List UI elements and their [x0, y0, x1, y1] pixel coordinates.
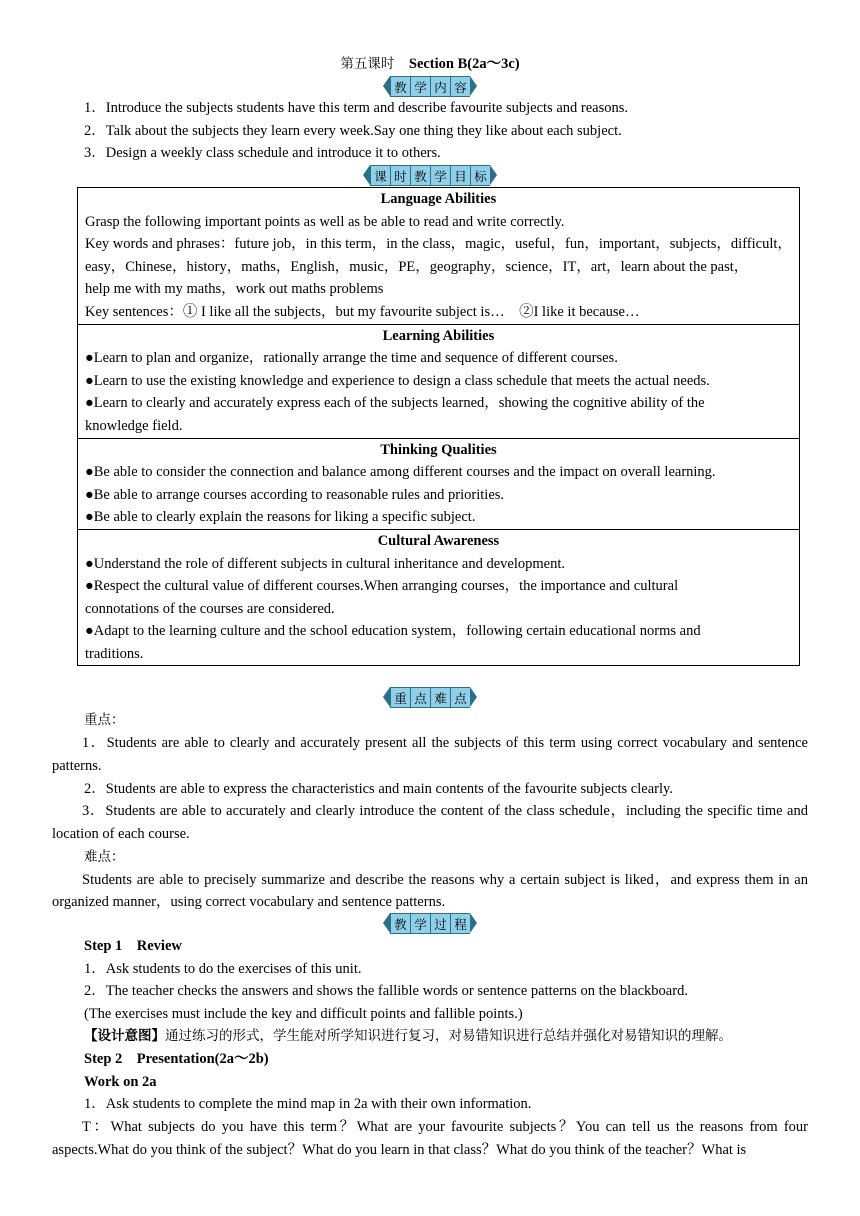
banner-char: 时	[390, 165, 410, 186]
step2-title: Step 2 Presentation(2a～2b)	[84, 1051, 269, 1067]
banner-char: 教	[390, 76, 410, 97]
focus-item: 1．Students are able to clearly and accurately present all the subjects of this term using correct vocabulary and sentence patterns.	[52, 735, 808, 774]
goals-section-language	[78, 188, 800, 325]
work-item: 1．Ask students to complete the mind map in 2a with their own information.	[84, 1096, 532, 1113]
section-heading: Thinking Qualities	[380, 441, 497, 458]
section-line: traditions.	[85, 645, 144, 662]
banner-char: 难	[430, 687, 450, 708]
banner-char: 教	[410, 165, 430, 186]
step1-item: (The exercises must include the key and difficult points and fallible points.)	[84, 1005, 523, 1022]
banner-char: 内	[430, 76, 450, 97]
banner-teaching-process	[0, 913, 860, 934]
section-line: help me with my maths，work out maths problems	[85, 281, 384, 298]
section-heading: Learning Abilities	[382, 327, 495, 344]
design-intent	[84, 1025, 820, 1048]
difficulty-label: 难点：	[84, 849, 125, 865]
section-line: ●Respect the cultural value of different courses.When arranging courses，the importance and cultural	[85, 578, 679, 595]
difficulty-text: Students are able to precisely summarize and describe the reasons why a certain subject is liked，and express them in an organized manner，using correct vocabulary and sentence patterns.	[52, 871, 808, 911]
step1-item: 2．The teacher checks the answers and shows the fallible words or sentence patterns on the blackboard.	[84, 983, 688, 1000]
goals-section-thinking	[78, 438, 800, 529]
banner-char: 教	[390, 913, 410, 934]
design-intent-text: 通过练习的形式，学生能对所学知识进行复习，对易错知识进行总结并强化对易错知识的理解。	[165, 1028, 732, 1045]
goals-section-learning	[78, 324, 800, 438]
banner-char: 过	[430, 913, 450, 934]
section-line: ●Be able to clearly explain the reasons for liking a specific subject.	[85, 509, 476, 526]
section-line: connotations of the courses are considered.	[85, 600, 335, 617]
teacher-talk: T：What subjects do you have this term？What are your favourite subjects？You can tell us the reasons from four aspects.What do you think of the subject？What do you learn in that class？What do you think of the teacher？What is	[52, 1118, 808, 1158]
section-line: Key sentences：① I like all the subjects，but my favourite subject is… ②I like it because…	[85, 303, 640, 320]
work-title: Work on 2a	[84, 1073, 157, 1090]
section-line: Grasp the following important points as well as be able to read and write correctly.	[85, 213, 565, 230]
design-intent-label: 【设计意图】	[84, 1028, 165, 1045]
section-line: ●Understand the role of different subjects in cultural inheritance and development.	[85, 555, 565, 572]
section-line: ●Be able to arrange courses according to reasonable rules and priorities.	[85, 486, 505, 503]
banner-char: 点	[410, 687, 430, 708]
banner-char: 容	[450, 76, 470, 97]
goals-section-cultural	[78, 529, 800, 666]
banner-char: 学	[410, 913, 430, 934]
lesson-title	[0, 55, 860, 73]
banner-char: 重	[390, 687, 410, 708]
section-line: Key words and phrases：future job，in this term，in the class，magic，useful，fun，important，subjects，difficult，	[85, 236, 792, 253]
content-item: 1．Introduce the subjects students have this term and describe favourite subjects and reasons.	[84, 100, 628, 116]
banner-char: 标	[470, 165, 490, 186]
banner-char: 程	[450, 913, 470, 934]
lesson-title-prefix: 第五课时	[340, 56, 395, 72]
goals-table	[77, 187, 800, 666]
focus-label: 重点：	[84, 712, 125, 728]
banner-key-points	[0, 687, 860, 708]
section-line: knowledge field.	[85, 417, 183, 434]
content-item: 3．Design a weekly class schedule and introduce it to others.	[84, 145, 441, 162]
section-line: easy，Chinese，history，maths，English，music，PE，geography，science，IT，art，learn about the past，	[85, 258, 749, 275]
content-item: 2．Talk about the subjects they learn every week.Say one thing they like about each subject.	[84, 122, 622, 139]
section-heading: Cultural Awareness	[377, 532, 500, 549]
section-line: ●Adapt to the learning culture and the school education system，following certain educational norms and	[85, 623, 701, 640]
banner-char: 点	[450, 687, 470, 708]
banner-char: 目	[450, 165, 470, 186]
focus-item: 3．Students are able to accurately and clearly introduce the content of the class schedule，including the specific time and location of each course.	[52, 803, 808, 843]
focus-item: 2．Students are able to express the characteristics and main contents of the favourite subjects clearly.	[84, 780, 673, 797]
banner-char: 课	[370, 165, 390, 186]
lesson-title-section: Section B(2a～3c)	[408, 56, 520, 72]
step1-item: 1．Ask students to do the exercises of this unit.	[84, 960, 362, 977]
step1-title: Step 1 Review	[84, 938, 182, 954]
banner-char: 学	[430, 165, 450, 186]
section-heading: Language Abilities	[380, 191, 497, 207]
section-line: ●Learn to plan and organize，rationally arrange the time and sequence of different courses.	[85, 350, 618, 367]
section-line: ●Be able to consider the connection and balance among different courses and the impact on overall learning.	[85, 464, 716, 481]
banner-teaching-content	[0, 76, 860, 97]
banner-lesson-goals	[0, 165, 860, 186]
section-line: ●Learn to clearly and accurately express each of the subjects learned，showing the cognitive ability of the	[85, 395, 705, 412]
section-line: ●Learn to use the existing knowledge and experience to design a class schedule that meets the actual needs.	[85, 372, 710, 389]
banner-char: 学	[410, 76, 430, 97]
